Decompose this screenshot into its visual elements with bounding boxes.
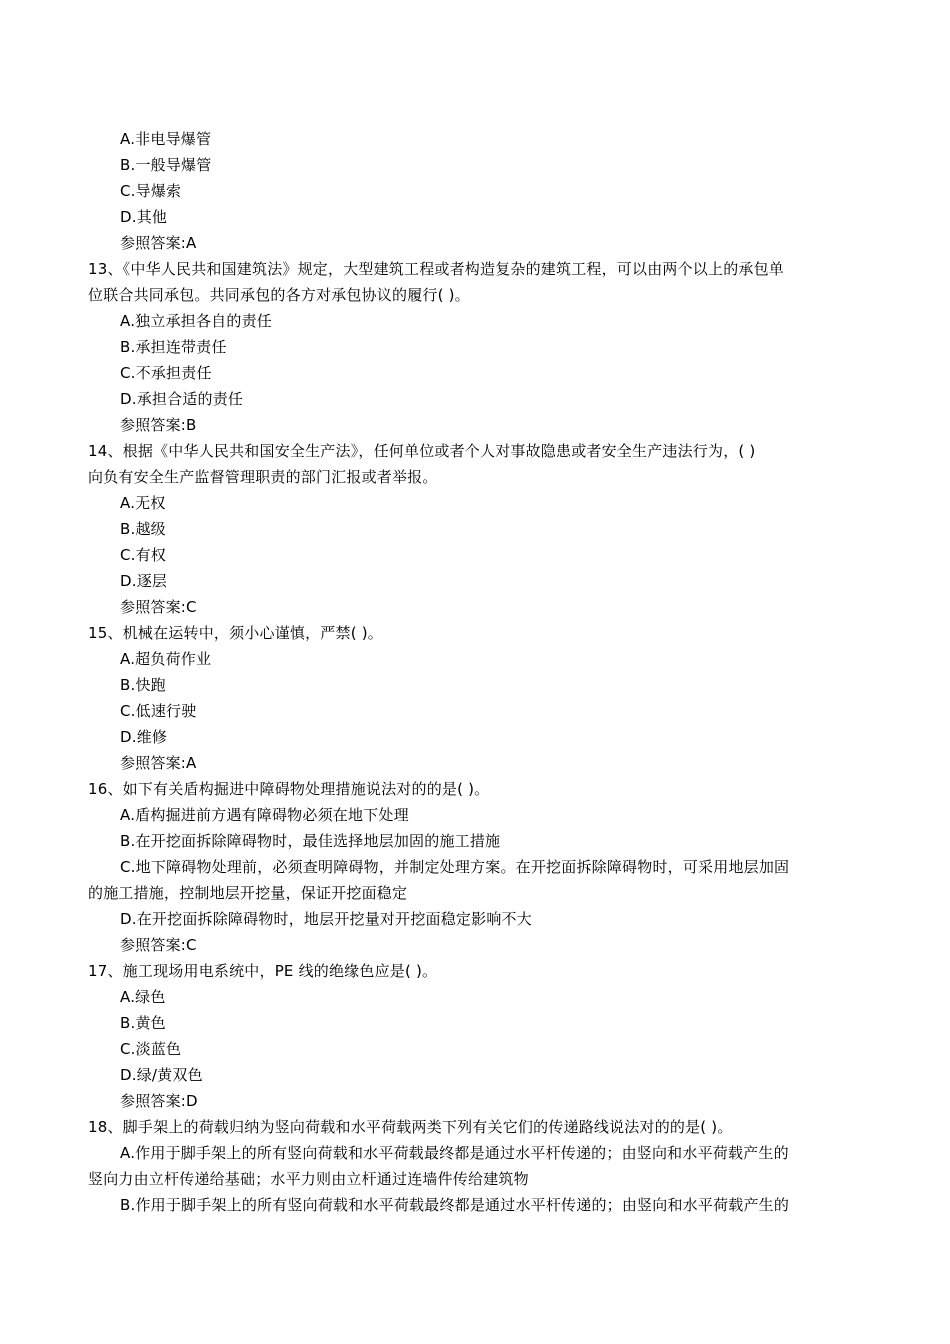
text-line: 位联合共同承包。共同承包的各方对承包协议的履行( )。 bbox=[88, 286, 470, 304]
text-line: C.地下障碍物处理前，必须查明障碍物，并制定处理方案。在开挖面拆除障碍物时，可采用地层加固 bbox=[120, 858, 790, 876]
document-body bbox=[88, 126, 863, 1218]
text-line: 14、根据《中华人民共和国安全生产法》，任何单位或者个人对事故隐患或者安全生产违法行为，( ) bbox=[88, 442, 756, 460]
text-line: C.不承担责任 bbox=[120, 364, 212, 382]
text-line: D.在开挖面拆除障碍物时，地层开挖量对开挖面稳定影响不大 bbox=[120, 910, 532, 928]
text-line: D.其他 bbox=[120, 208, 168, 226]
text-line: B.黄色 bbox=[120, 1014, 166, 1032]
text-line: C.导爆索 bbox=[120, 182, 182, 200]
text-line: 参照答案:D bbox=[120, 1092, 198, 1110]
text-line: B.在开挖面拆除障碍物时，最佳选择地层加固的施工措施 bbox=[120, 832, 501, 850]
text-line: C.有权 bbox=[120, 546, 167, 564]
text-line: A.独立承担各自的责任 bbox=[120, 312, 272, 330]
text-line: A.非电导爆管 bbox=[120, 130, 212, 148]
text-line: D.承担合适的责任 bbox=[120, 390, 244, 408]
text-line: A.绿色 bbox=[120, 988, 166, 1006]
text-line: 15、机械在运转中，须小心谨慎，严禁( )。 bbox=[88, 624, 383, 642]
text-line: 参照答案:C bbox=[120, 936, 197, 954]
text-line: 的施工措施，控制地层开挖量，保证开挖面稳定 bbox=[88, 884, 408, 902]
text-line: A.作用于脚手架上的所有竖向荷载和水平荷载最终都是通过水平杆传递的；由竖向和水平荷载产生的 bbox=[120, 1144, 789, 1162]
text-line: 16、如下有关盾构掘进中障碍物处理措施说法对的的是( )。 bbox=[88, 780, 490, 798]
text-line: A.超负荷作业 bbox=[120, 650, 212, 668]
text-line: C.淡蓝色 bbox=[120, 1040, 182, 1058]
text-line: 参照答案:C bbox=[120, 598, 197, 616]
text-line: 竖向力由立杆传递给基础；水平力则由立杆通过连墙件传给建筑物 bbox=[88, 1170, 529, 1188]
text-line: B.承担连带责任 bbox=[120, 338, 227, 356]
text-line: 参照答案:A bbox=[120, 234, 197, 252]
text-line: B.快跑 bbox=[120, 676, 166, 694]
text-line: A.盾构掘进前方遇有障碍物必须在地下处理 bbox=[120, 806, 409, 824]
text-line: D.绿/黄双色 bbox=[120, 1066, 203, 1084]
text-line: B.越级 bbox=[120, 520, 166, 538]
text-line: 17、施工现场用电系统中，PE 线的绝缘色应是( )。 bbox=[88, 962, 438, 980]
text-line: B.一般导爆管 bbox=[120, 156, 212, 174]
text-line: D.维修 bbox=[120, 728, 168, 746]
text-line: 参照答案:B bbox=[120, 416, 197, 434]
text-line: A.无权 bbox=[120, 494, 166, 512]
text-line: C.低速行驶 bbox=[120, 702, 197, 720]
text-line: 18、脚手架上的荷载归纳为竖向荷载和水平荷载两类下列有关它们的传递路线说法对的的是( )。 bbox=[88, 1118, 733, 1136]
text-line: 向负有安全生产监督管理职责的部门汇报或者举报。 bbox=[88, 468, 438, 486]
text-line: 13、《中华人民共和国建筑法》规定，大型建筑工程或者构造复杂的建筑工程，可以由两个以上的承包单 bbox=[88, 260, 784, 278]
text-line: 参照答案:A bbox=[120, 754, 197, 772]
text-line: B.作用于脚手架上的所有竖向荷载和水平荷载最终都是通过水平杆传递的；由竖向和水平荷载产生的 bbox=[120, 1196, 790, 1214]
text-line: D.逐层 bbox=[120, 572, 168, 590]
